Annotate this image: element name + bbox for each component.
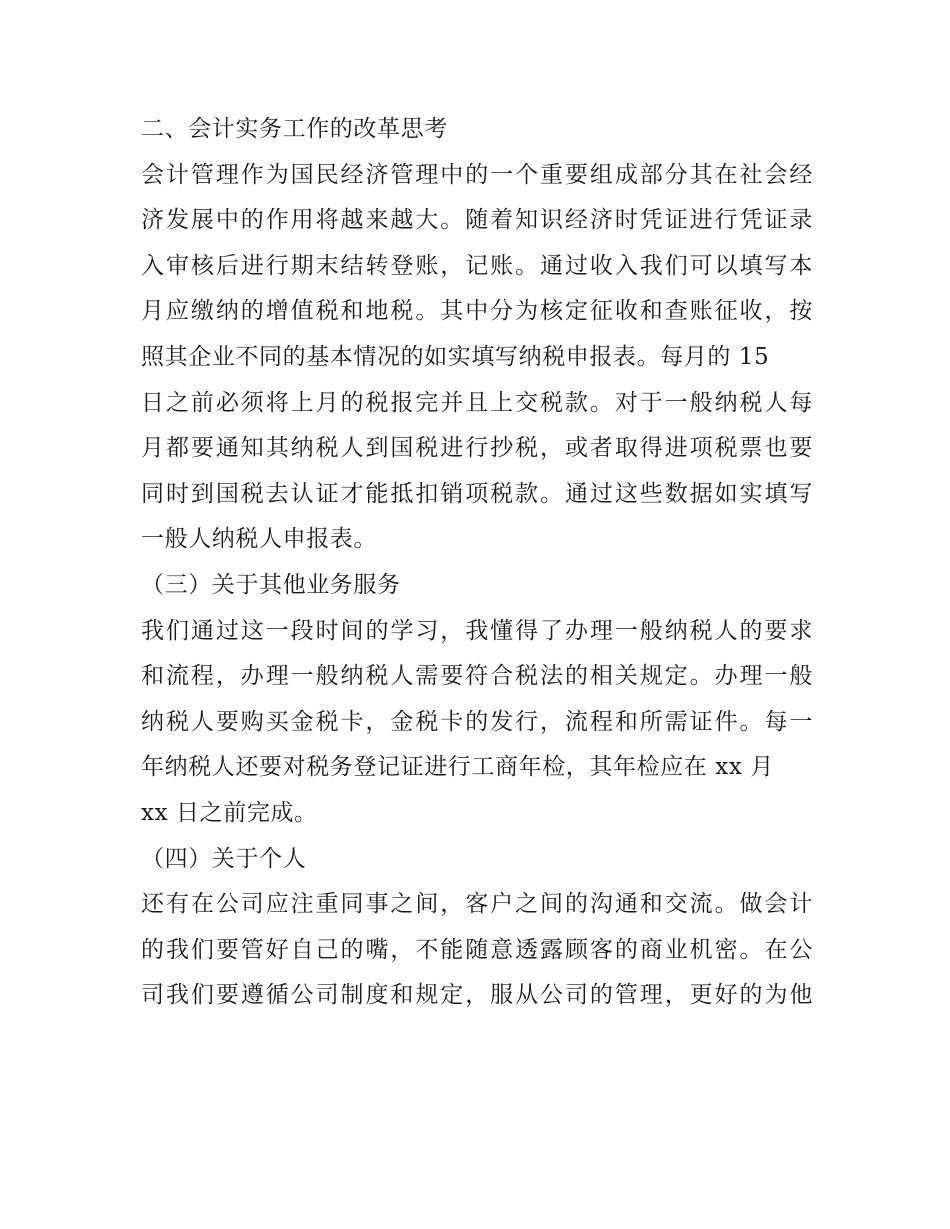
paragraph-line: 和流程，办理一般纳税人需要符合税法的相关规定。办理一般	[141, 663, 813, 690]
paragraph-line: 照其企业不同的基本情况的如实填写纳税申报表。每月的 15	[141, 343, 770, 370]
paragraph-line: 日之前必须将上月的税报完并且上交税款。对于一般纳税人每	[141, 389, 813, 416]
subsection-heading: （三）关于其他业务服务	[141, 571, 401, 598]
paragraph-line: 我们通过这一段时间的学习，我懂得了办理一般纳税人的要求	[141, 617, 813, 644]
paragraph-line: 司我们要遵循公司制度和规定，服从公司的管理，更好的为他	[141, 982, 813, 1009]
paragraph-line: 一般人纳税人申报表。	[141, 526, 377, 553]
subsection-heading: （四）关于个人	[141, 845, 307, 872]
paragraph-line: 同时到国税去认证才能抵扣销项税款。通过这些数据如实填写	[141, 480, 813, 507]
paragraph-line: 的我们要管好自己的嘴，不能随意透露顾客的商业机密。在公	[141, 936, 813, 963]
paragraph-line: xx 日之前完成。	[141, 799, 318, 826]
section-heading: 二、会计实务工作的改革思考	[141, 116, 448, 142]
paragraph-2	[141, 609, 813, 837]
paragraph-line: 纳税人要购买金税卡，金税卡的发行，流程和所需证件。每一	[141, 708, 813, 735]
paragraph-line: 年纳税人还要对税务登记证进行工商年检，其年检应在 xx 月	[141, 754, 774, 781]
paragraph-line: 月应缴纳的增值税和地税。其中分为核定征收和查账征收，按	[141, 298, 813, 325]
paragraph-line: 会计管理作为国民经济管理中的一个重要组成部分其在社会经	[141, 161, 813, 188]
paragraph-line: 入审核后进行期末结转登账，记账。通过收入我们可以填写本	[141, 252, 813, 279]
paragraph-line: 还有在公司应注重同事之间，客户之间的沟通和交流。做会计	[141, 891, 813, 918]
paragraph-1	[141, 153, 813, 563]
paragraph-line: 月都要通知其纳税人到国税进行抄税，或者取得进项税票也要	[141, 435, 813, 462]
paragraph-3	[141, 882, 813, 1019]
paragraph-line: 济发展中的作用将越来越大。随着知识经济时凭证进行凭证录	[141, 207, 813, 234]
document-body	[141, 107, 813, 1019]
